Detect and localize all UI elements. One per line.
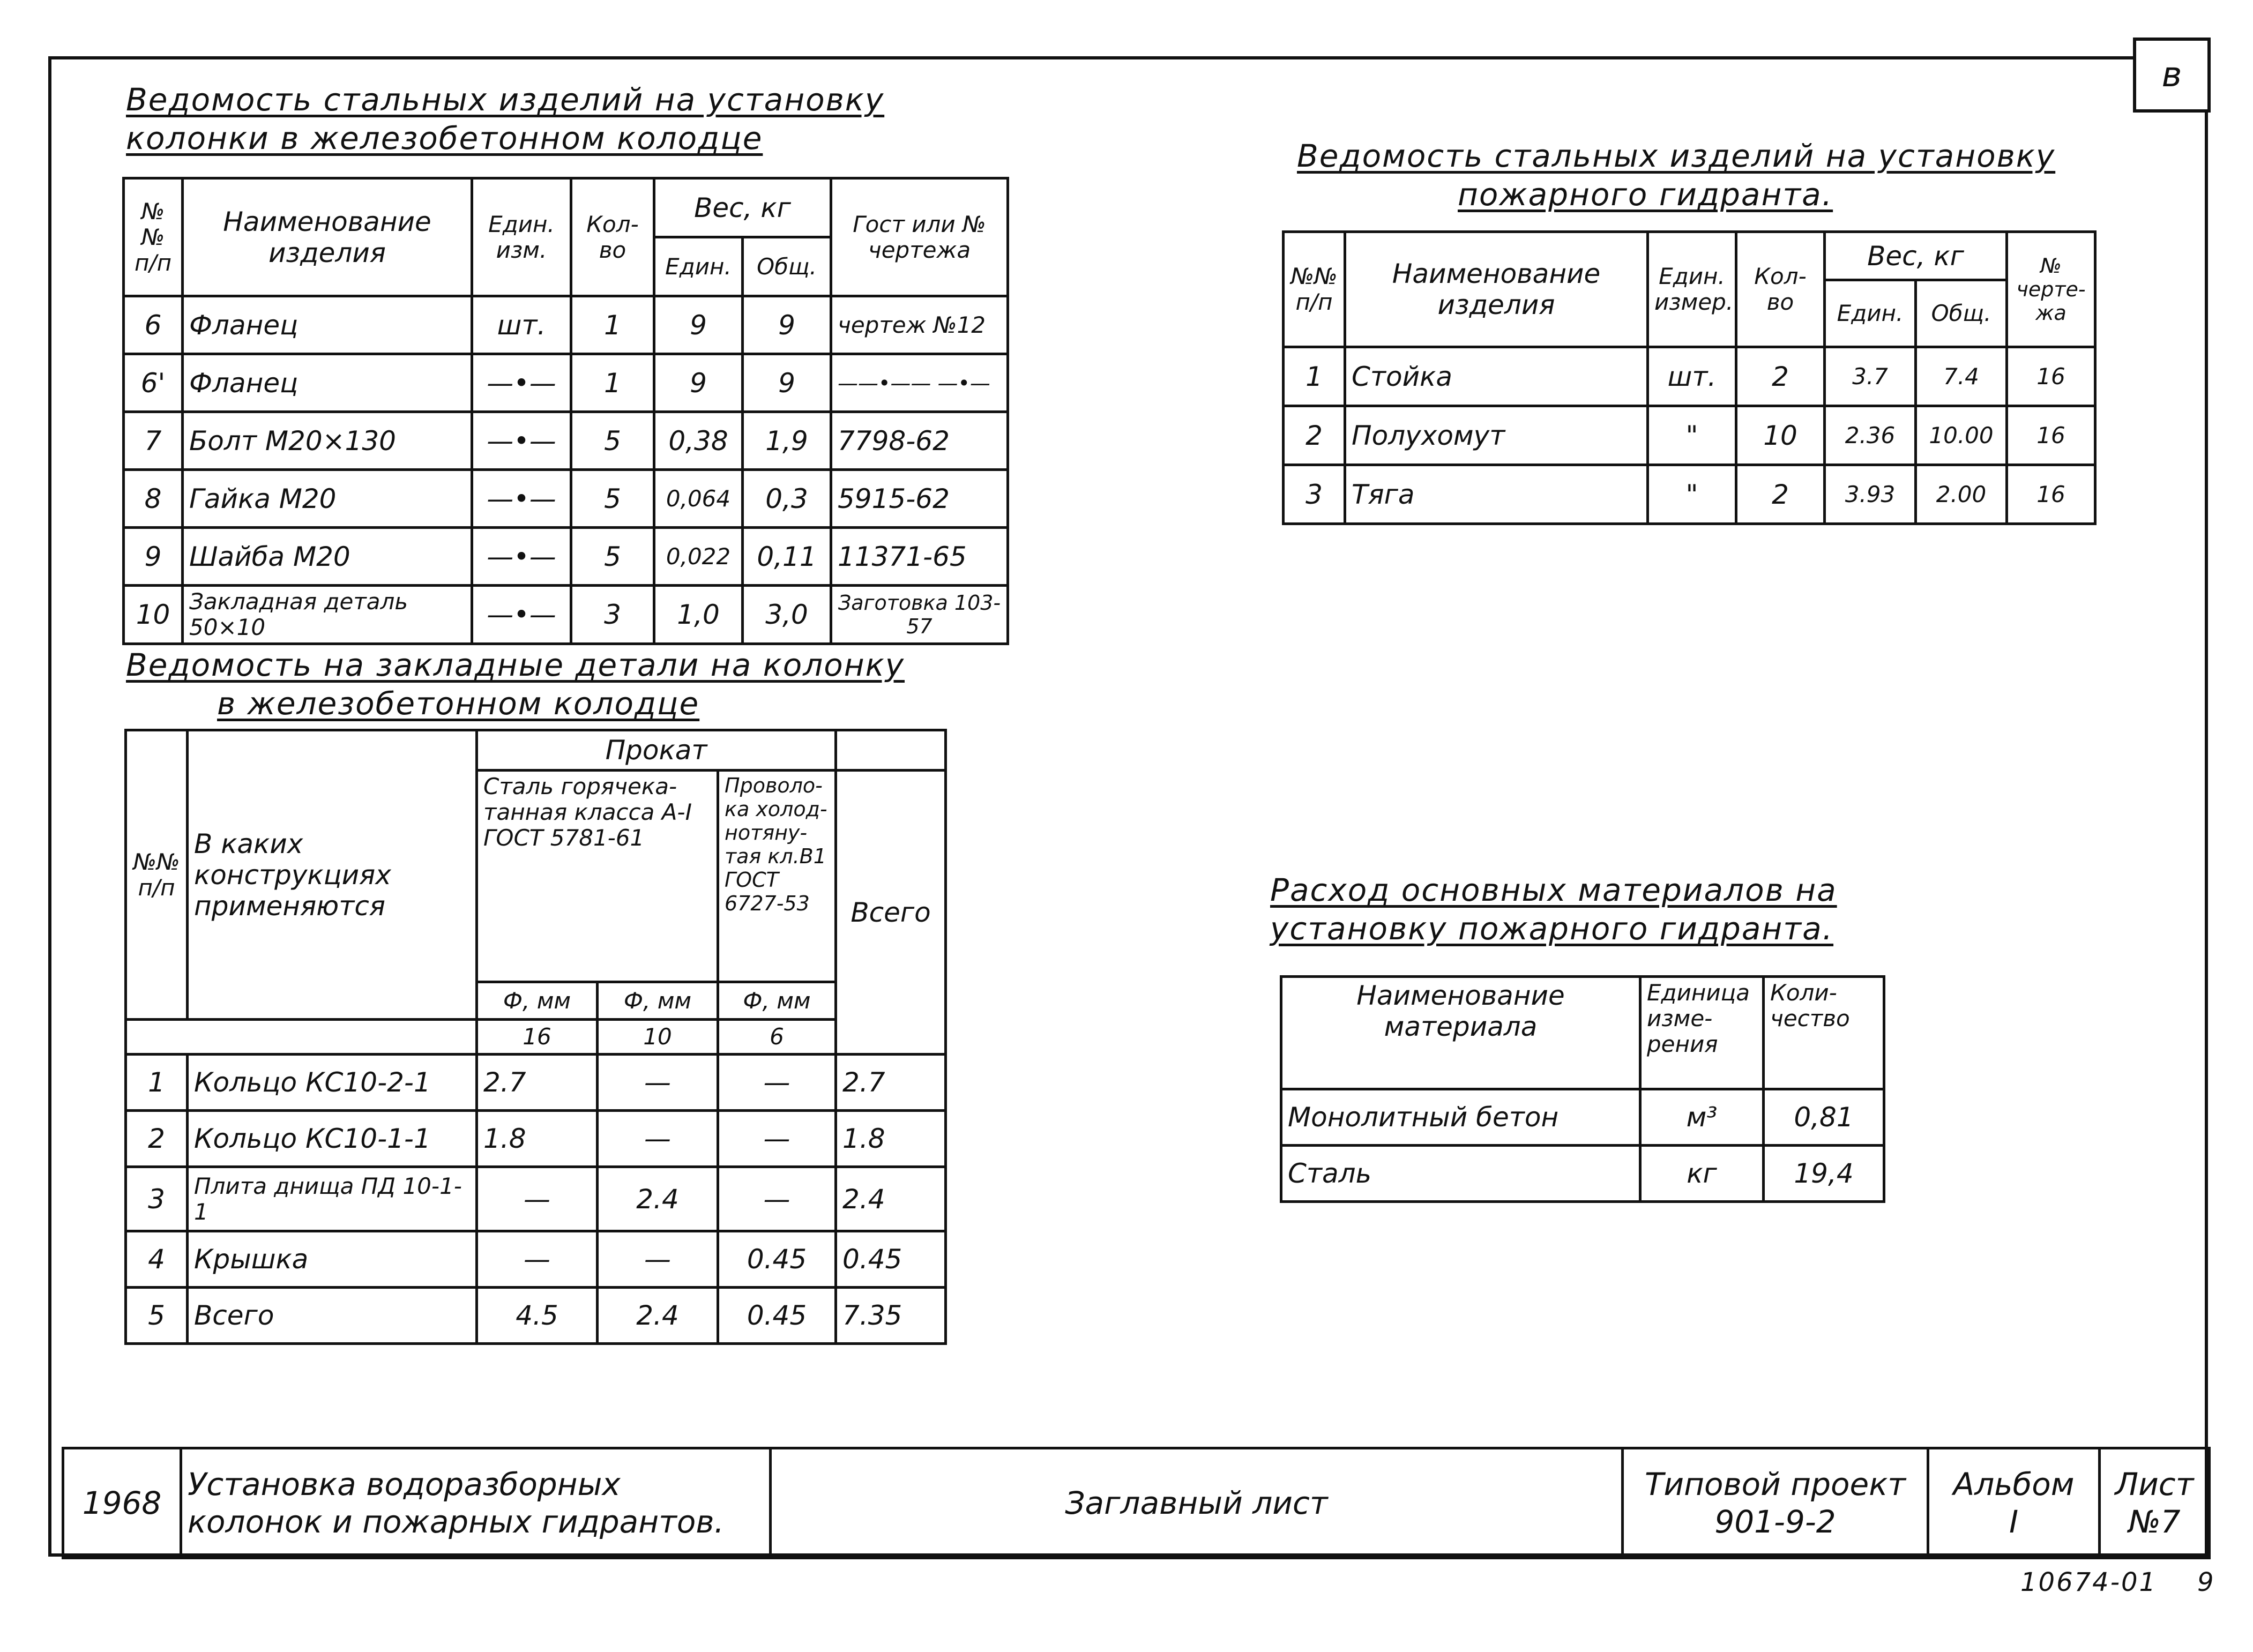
- cell: Монолитный бетон: [1281, 1089, 1640, 1146]
- table1-title-line2: колонки в железобетонном колодце: [126, 120, 763, 156]
- table-row: [124, 470, 1008, 528]
- cell: 0,064: [654, 470, 743, 528]
- cell: 0,022: [654, 528, 743, 586]
- cell: 5: [571, 528, 654, 586]
- cell: 0.45: [718, 1231, 836, 1288]
- cell: ": [1648, 406, 1736, 465]
- stamp-album: [1928, 1448, 2100, 1558]
- cell: 4: [126, 1231, 188, 1288]
- cell: ": [1648, 465, 1736, 524]
- cell: 7: [124, 412, 183, 470]
- cell: 3: [126, 1167, 188, 1231]
- cell: 2.7: [836, 1055, 946, 1111]
- t3-h-name: Наименование изделия: [1345, 232, 1648, 347]
- table-row: [126, 1055, 946, 1111]
- t2-h-d1: Ф, мм: [477, 982, 598, 1020]
- cell: Фланец: [183, 354, 472, 412]
- table3-title: [1297, 137, 2055, 214]
- archive-number: 10674-01: [2020, 1567, 2158, 1597]
- title-block: [62, 1447, 2211, 1559]
- table3-hydrant-steel-items: [1282, 230, 2097, 525]
- cell: 4.5: [477, 1288, 598, 1344]
- cell: 1.8: [477, 1111, 598, 1167]
- page-number: 9: [2197, 1567, 2215, 1597]
- cell: 11371-65: [831, 528, 1008, 586]
- table3-title-line1: Ведомость стальных изделий на установку: [1297, 138, 2056, 174]
- cell: Сталь: [1281, 1146, 1640, 1202]
- sheet-letter: в: [2161, 55, 2182, 95]
- cell: Тяга: [1345, 465, 1648, 524]
- table1-title-line1: Ведомость стальных изделий на установку: [126, 81, 885, 118]
- t2-h-prokat: Прокат: [477, 730, 836, 771]
- cell: 6: [124, 296, 183, 354]
- cell: 2: [1736, 465, 1825, 524]
- table2-embedded-parts: [124, 729, 947, 1345]
- t1-h-weight: Вес, кг: [654, 178, 831, 237]
- table-row: [126, 1111, 946, 1167]
- cell: Всего: [188, 1288, 477, 1344]
- t4-h-unit: Единица измерения: [1640, 977, 1764, 1089]
- cell: —: [477, 1231, 598, 1288]
- cell: 3.93: [1825, 465, 1916, 524]
- cell: 8: [124, 470, 183, 528]
- cell: 9: [743, 354, 831, 412]
- cell: —: [477, 1167, 598, 1231]
- t2-h-d3: Ф, мм: [718, 982, 836, 1020]
- cell: м³: [1640, 1089, 1764, 1146]
- table-row: [1284, 406, 2095, 465]
- cell: 1,0: [654, 586, 743, 644]
- stamp-sheet: [2100, 1448, 2210, 1558]
- stamp-album-value: I: [2009, 1504, 2019, 1540]
- cell: 1.8: [836, 1111, 946, 1167]
- cell: 10.00: [1916, 406, 2007, 465]
- table2-title-line2: в железобетонном колодце: [217, 685, 700, 722]
- table2-title-line1: Ведомость на закладные детали на колонку: [126, 647, 905, 683]
- cell: —•—: [472, 586, 571, 644]
- cell: 5: [126, 1288, 188, 1344]
- cell: 3.7: [1825, 347, 1916, 406]
- stamp-project: [1623, 1448, 1928, 1558]
- table4-materials: [1280, 975, 1885, 1203]
- cell: Болт М20×130: [183, 412, 472, 470]
- cell: 0,11: [743, 528, 831, 586]
- table-row: [1284, 347, 2095, 406]
- cell: 2.4: [598, 1288, 718, 1344]
- cell: 0,81: [1764, 1089, 1884, 1146]
- table4-title-line1: Расход основных материалов на: [1270, 872, 1837, 908]
- cell: 2: [1284, 406, 1345, 465]
- cell: 16: [2007, 347, 2095, 406]
- sheet-letter-box: [2133, 38, 2211, 113]
- table-row: [1281, 1146, 1884, 1202]
- stamp-subject: Установка водоразборных колонок и пожарных гидрантов.: [181, 1448, 771, 1558]
- t2-h-total: Всего: [836, 771, 946, 1055]
- t1-h-wtotal: Общ.: [743, 237, 831, 296]
- table3-title-line2: пожарного гидранта.: [1458, 176, 1833, 213]
- table-row: [126, 1167, 946, 1231]
- cell: 19,4: [1764, 1146, 1884, 1202]
- stamp-album-label: Альбом: [1953, 1466, 2075, 1503]
- cell: 16: [2007, 406, 2095, 465]
- cell: 16: [2007, 465, 2095, 524]
- cell: 9: [654, 296, 743, 354]
- cell: Полухомут: [1345, 406, 1648, 465]
- cell: 6': [124, 354, 183, 412]
- cell: —•—: [472, 528, 571, 586]
- t1-h-qty: Кол-во: [571, 178, 654, 296]
- t3-h-wunit: Един.: [1825, 280, 1916, 347]
- t1-h-unit: Един. изм.: [472, 178, 571, 296]
- t2-h-wire: Проволока холоднотянутая кл.В1 ГОСТ 6727-53: [718, 771, 836, 982]
- cell: 9: [654, 354, 743, 412]
- table4-title-line2: установку пожарного гидранта.: [1270, 910, 1834, 947]
- cell: —: [598, 1231, 718, 1288]
- table-row: [124, 296, 1008, 354]
- cell: 3,0: [743, 586, 831, 644]
- cell: —: [718, 1111, 836, 1167]
- table-row: [1284, 465, 2095, 524]
- table1-title: [126, 80, 884, 158]
- stamp-sheet-name: Заглавный лист: [771, 1448, 1623, 1558]
- cell: шт.: [1648, 347, 1736, 406]
- cell: 2: [126, 1111, 188, 1167]
- cell: Кольцо КС10-2-1: [188, 1055, 477, 1111]
- t4-h-qty: Количество: [1764, 977, 1884, 1089]
- t1-h-gost: Гост или № чертежа: [831, 178, 1008, 296]
- t3-h-weight: Вес, кг: [1825, 232, 2007, 280]
- cell: Гайка М20: [183, 470, 472, 528]
- cell: кг: [1640, 1146, 1764, 1202]
- cell: 7798-62: [831, 412, 1008, 470]
- stamp-project-code: 901-9-2: [1714, 1504, 1836, 1540]
- t3-h-wtotal: Общ.: [1916, 280, 2007, 347]
- cell: 3: [571, 586, 654, 644]
- cell: 2.7: [477, 1055, 598, 1111]
- cell: шт.: [472, 296, 571, 354]
- cell: Плита днища ПД 10-1-1: [188, 1167, 477, 1231]
- cell: —: [718, 1055, 836, 1111]
- cell: 5: [571, 412, 654, 470]
- cell: 9: [743, 296, 831, 354]
- stamp-project-label: Типовой проект: [1644, 1466, 1906, 1503]
- cell: 1: [571, 354, 654, 412]
- t3-h-unit: Един. измер.: [1648, 232, 1736, 347]
- cell: 2.4: [836, 1167, 946, 1231]
- cell: Крышка: [188, 1231, 477, 1288]
- table-row: [126, 1231, 946, 1288]
- table-row: [126, 1288, 946, 1344]
- t1-h-wunit: Един.: [654, 237, 743, 296]
- table2-title: [126, 646, 905, 723]
- t2-h-empty: [836, 730, 946, 771]
- cell: —: [718, 1167, 836, 1231]
- t2-h-where: В каких конструкциях применяются: [188, 730, 477, 1020]
- stamp-sheet-label: Лист: [2115, 1466, 2194, 1503]
- t2-h-num: №№ п/п: [126, 730, 188, 1020]
- cell: 7.4: [1916, 347, 2007, 406]
- cell: Заготовка 103-57: [831, 586, 1008, 644]
- cell: 7.35: [836, 1288, 946, 1344]
- t1-h-num: №№ п/п: [124, 178, 183, 296]
- t2-h-v3: 6: [718, 1020, 836, 1055]
- cell: чертеж №12: [831, 296, 1008, 354]
- stamp-year: 1968: [63, 1448, 181, 1558]
- cell: —•—: [472, 470, 571, 528]
- table4-title: [1270, 871, 1837, 948]
- t1-h-name: Наименование изделия: [183, 178, 472, 296]
- table-row: [1281, 1089, 1884, 1146]
- t4-h-name: Наименование материала: [1281, 977, 1640, 1089]
- cell: Кольцо КС10-1-1: [188, 1111, 477, 1167]
- cell: Закладная деталь 50×10: [183, 586, 472, 644]
- t3-h-draw: № чертежа: [2007, 232, 2095, 347]
- cell: 2: [1736, 347, 1825, 406]
- cell: 3: [1284, 465, 1345, 524]
- cell: 1,9: [743, 412, 831, 470]
- t2-h-v2: 10: [598, 1020, 718, 1055]
- stamp-sheet-value: №7: [2128, 1504, 2181, 1540]
- cell: —: [598, 1111, 718, 1167]
- cell: 9: [124, 528, 183, 586]
- t2-h-steel: Сталь горячекатанная класса А-I ГОСТ 5781-61: [477, 771, 718, 982]
- cell: ——•—— —•—: [831, 354, 1008, 412]
- cell: 2.4: [598, 1167, 718, 1231]
- cell: 5915-62: [831, 470, 1008, 528]
- cell: 10: [124, 586, 183, 644]
- cell: 0,3: [743, 470, 831, 528]
- cell: 0.45: [836, 1231, 946, 1288]
- table-row: [124, 586, 1008, 644]
- cell: 2.36: [1825, 406, 1916, 465]
- cell: Шайба М20: [183, 528, 472, 586]
- cell: 2.00: [1916, 465, 2007, 524]
- cell: 0.45: [718, 1288, 836, 1344]
- table-row: [124, 412, 1008, 470]
- cell: —•—: [472, 412, 571, 470]
- cell: —: [598, 1055, 718, 1111]
- cell: —•—: [472, 354, 571, 412]
- t3-h-num: №№ п/п: [1284, 232, 1345, 347]
- cell: Фланец: [183, 296, 472, 354]
- table1-steel-items: [122, 177, 1009, 645]
- cell: 1: [571, 296, 654, 354]
- t2-h-d2: Ф, мм: [598, 982, 718, 1020]
- cell: 1: [126, 1055, 188, 1111]
- table-row: [124, 354, 1008, 412]
- cell: 10: [1736, 406, 1825, 465]
- t2-h-v1: 16: [477, 1020, 598, 1055]
- t3-h-qty: Кол-во: [1736, 232, 1825, 347]
- table-row: [124, 528, 1008, 586]
- t2-h-blank: [126, 1020, 477, 1055]
- cell: 0,38: [654, 412, 743, 470]
- cell: Стойка: [1345, 347, 1648, 406]
- cell: 5: [571, 470, 654, 528]
- cell: 1: [1284, 347, 1345, 406]
